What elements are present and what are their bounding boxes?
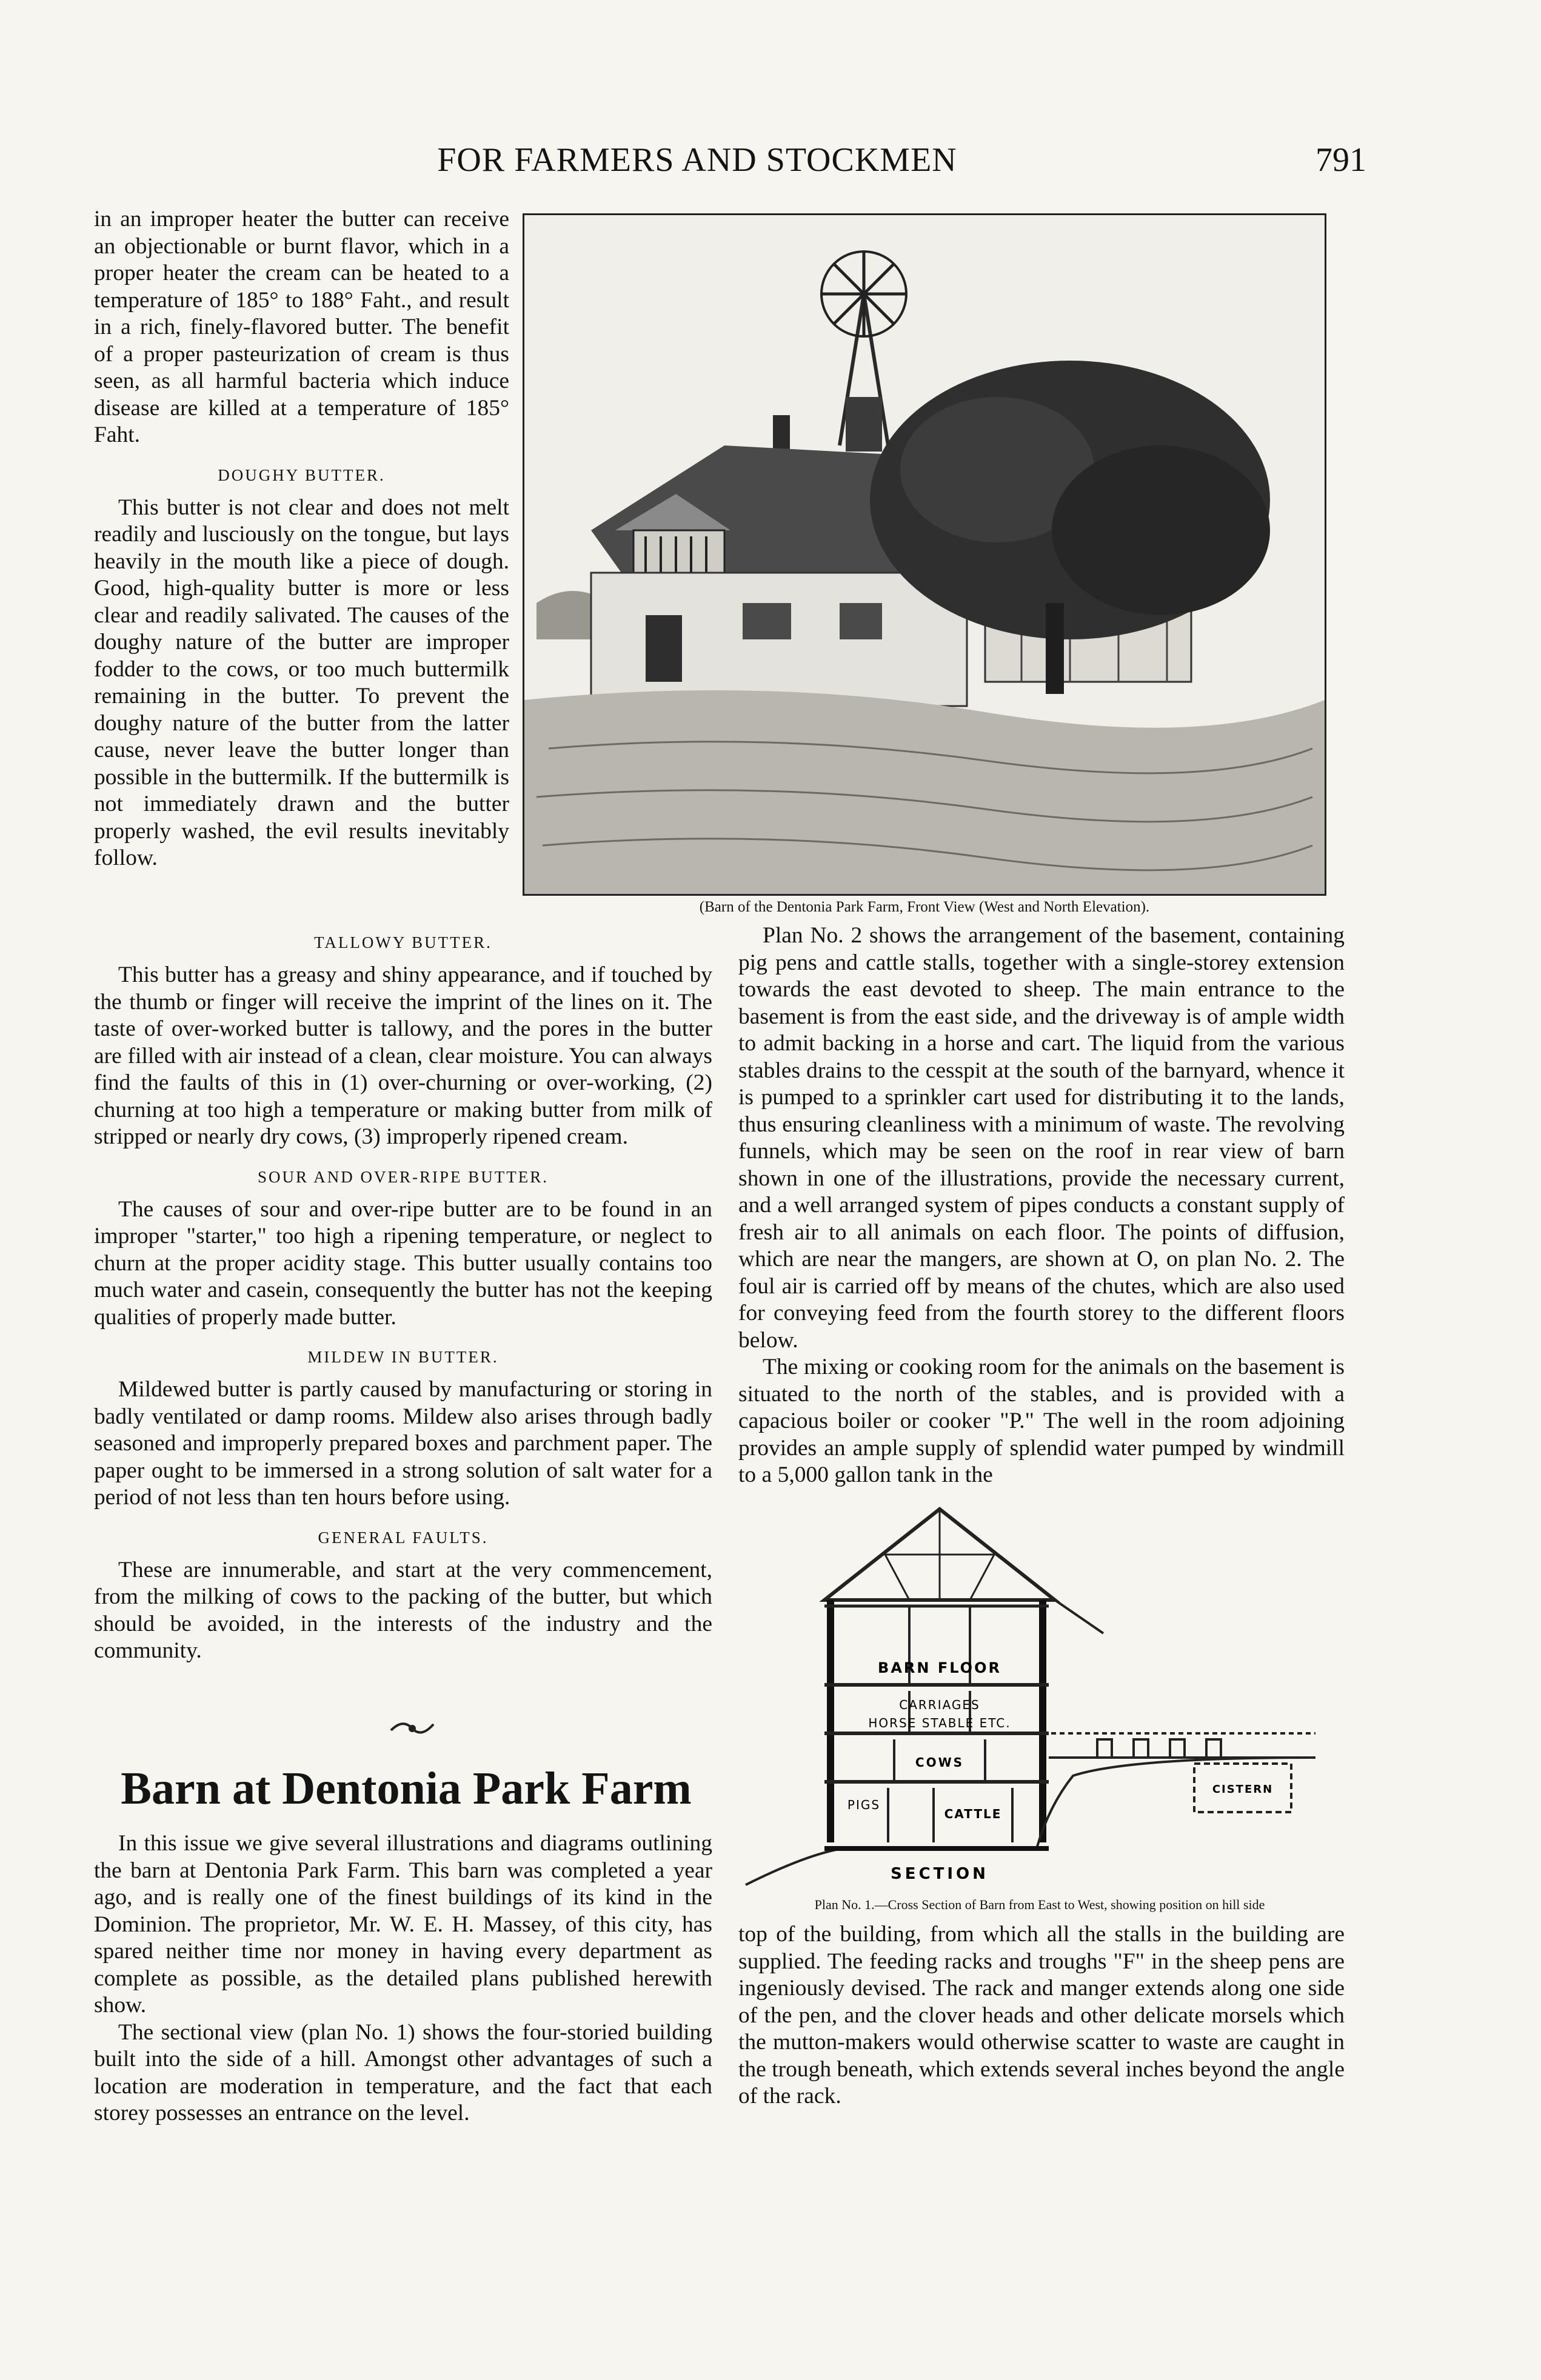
doughy-butter-heading: DOUGHY BUTTER. bbox=[218, 465, 386, 484]
tallowy-butter-section bbox=[94, 962, 712, 1151]
sour-butter-heading: SOUR AND OVER-RIPE BUTTER. bbox=[257, 1167, 549, 1186]
label-cistern: CISTERN bbox=[1212, 1783, 1274, 1796]
tallowy-butter-text: This butter has a greasy and shiny appearance, and if touched by the thumb or finger will receive the imprint of the lines on it. The taste of over-worked butter is tallowy, and the pores in the butter are filled with air instead of a clean, clear moisture. You can always find the faults of this in (1) over-churning or over-working, (2) churning at too high a temperature or making butter from milk of stripped or nearly dry cows, (3) improperly ripened cream. bbox=[94, 962, 712, 1149]
barn-section-diagram bbox=[734, 1491, 1346, 1891]
doughy-butter-section bbox=[94, 495, 509, 872]
sour-butter-section bbox=[94, 1196, 712, 1332]
label-barn-floor: BARN FLOOR bbox=[878, 1659, 1001, 1676]
mixing-room-paragraph: The mixing or cooking room for the animals on the basement is situated to the north of the stables, and is provided with a capacious boiler or cooker "P." The well in the room adjoining provides an ample supply of splendid water pumped by windmill to a 5,000 gallon tank in the bbox=[738, 1355, 1345, 1487]
section-label: SECTION bbox=[891, 1865, 989, 1883]
right-column-text-lower bbox=[738, 1921, 1345, 2110]
tallowy-butter-heading: TALLOWY BUTTER. bbox=[314, 933, 492, 952]
right-column-upper bbox=[738, 922, 1345, 1489]
general-faults-section bbox=[94, 1557, 712, 1665]
feeding-racks-paragraph: top of the building, from which all the stalls in the building are supplied. The feeding racks and troughs "F" in the sheep pens are ingeniously devised. The rack and manger extends along one side of the pen, and the clover heads and other delicate morsels which the mutton-makers would otherwise scatter to waste are caught in the trough beneath, which extends several inches beyond the angle of the rack. bbox=[738, 1922, 1345, 2108]
right-column-lower bbox=[738, 1921, 1345, 2110]
mildew-heading: MILDEW IN BUTTER. bbox=[307, 1348, 499, 1366]
barn-paragraph-1: In this issue we give several illustrations and diagrams outlining the barn at Dentonia Park Farm. This barn was completed a year ago, and is really one of the finest buildings of its kind in the Dominion. The proprietor, Mr. W. E. H. Massey, of this city, has spared neither time nor money in having every department as complete as possible, as the detailed plans published herewith show. bbox=[94, 1831, 712, 2018]
doughy-butter-text: This butter is not clear and does not melt readily and lusciously on the tongue, but lays heavily in the mouth like a piece of dough. Good, high-quality butter is more or less clear and readily salivated. The causes of the doughy nature of the butter are improper fodder to the cows, or too much buttermilk remaining in the butter. To prevent the doughy nature of the butter from the latter cause, never leave the butter longer than possible in the buttermilk. If the buttermilk is not immediately drawn and the butter properly washed, the evil results inevitably follow. bbox=[94, 495, 509, 870]
page-number: 791 bbox=[1315, 141, 1366, 179]
label-pigs: PIGS bbox=[847, 1798, 881, 1812]
mildew-section bbox=[94, 1376, 712, 1512]
barn-article-body bbox=[94, 1830, 712, 2127]
running-header: FOR FARMERS AND STOCKMEN bbox=[437, 141, 957, 179]
photo-caption: (Barn of the Dentonia Park Farm, Front View (West and North Elevation). bbox=[699, 899, 1150, 915]
mildew-text: Mildewed butter is partly caused by manufacturing or storing in badly ventilated or damp rooms. Mildew also arises through badly seasoned and improperly prepared boxes and parchment paper. The paper ought to be immersed in a strong solution of salt water for a period of not less than ten hours before using. bbox=[94, 1377, 712, 1510]
label-horse-stable: HORSE STABLE ETC. bbox=[868, 1716, 1011, 1730]
diagram-caption: Plan No. 1.—Cross Section of Barn from East to West, showing position on hill side bbox=[814, 1897, 1265, 1912]
intro-text: in an improper heater the butter can receive an objectionable or burnt flavor, which in a proper heater the cream can be heated to a temperature of 185° to 188° Faht., and result in a rich, finely-flavored butter. The benefit of a proper pasteurization of cream is thus seen, as all harmful bacteria which induce disease are killed at a temperature of 185° Faht. bbox=[94, 207, 509, 447]
article-title: Barn at Dentonia Park Farm bbox=[121, 1763, 692, 1814]
barn-photo bbox=[523, 213, 1326, 896]
sour-butter-text: The causes of sour and over-ripe butter are to be found in an improper "starter," too high a ripening temperature, or neglect to churn at the proper acidity stage. This butter usually contains too much water and casein, consequently the butter has not the keeping qualities of properly made butter. bbox=[94, 1196, 712, 1330]
right-column-text-upper bbox=[738, 922, 1345, 1489]
barn-paragraph-2: The sectional view (plan No. 1) shows the four-storied building built into the side of a hill. Amongst other advantages of such a location are moderation in temperature, and the fact that each storey possesses an entrance on the level. bbox=[94, 2019, 712, 2125]
left-column-top bbox=[94, 206, 509, 872]
barn-article-text bbox=[94, 1830, 712, 2127]
fleuron-ornament bbox=[388, 1715, 436, 1739]
label-carriages: CARRIAGES bbox=[899, 1698, 980, 1712]
plan-2-paragraph: Plan No. 2 shows the arrangement of the basement, containing pig pens and cattle stalls, together with a single-storey extension towards the east devoted to sheep. The main entrance to the basement is from the east side, and the driveway is of ample width to admit backing in a horse and cart. The liquid from the various stables drains to the cesspit at the south of the barnyard, whence it is pumped to a sprinkler cart used for distributing it to the lands, thus ensuring cleanliness with a minimum of waste. The revolving funnels, which may be seen on the roof in rear view of barn shown in one of the illustrations, provide the necessary current, and a well arranged system of pipes conducts a constant supply of fresh air to all animals on each floor. The points of diffusion, which are near the mangers, are shown at O, on plan No. 2. The foul air is carried off by means of the chutes, which are also used for conveying feed from the fourth storey to the different floors below. bbox=[738, 923, 1345, 1353]
barn-photo-illustration bbox=[524, 215, 1325, 894]
label-cattle: CATTLE bbox=[944, 1807, 1002, 1821]
general-faults-heading: GENERAL FAULTS. bbox=[318, 1528, 489, 1547]
left-column-lower bbox=[94, 933, 712, 1665]
general-faults-text: These are innumerable, and start at the very commencement, from the milking of cows to the packing of the butter, but which should be avoided, in the interests of the industry and the community. bbox=[94, 1557, 712, 1663]
label-cows: COWS bbox=[915, 1755, 964, 1770]
intro-paragraph bbox=[94, 206, 509, 449]
